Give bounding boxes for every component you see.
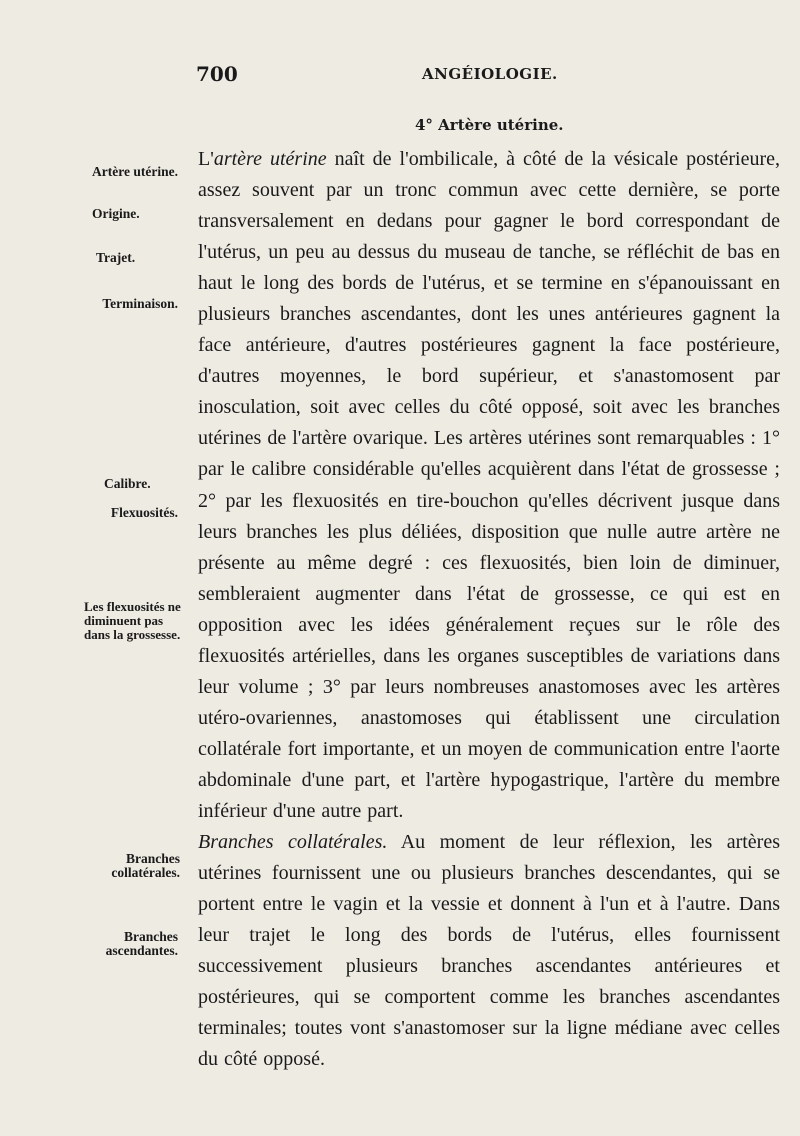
margin-note-trajet: Trajet. (96, 250, 136, 265)
paragraph-body: naît de l'ombilicale, à côté de la vésicale postérieure, assez souvent par un tronc commun avec cette dernière, se porte transversalement en dedans pour gagner le bord correspondant de l'utérus, un peu au dessus du museau de tanche, se réfléchit de bas en haut le long des bords de l'utérus, et se termine en s'épanouissant en plusieurs branches ascendantes, dont les unes antérieures gagnent la face antérieure, d'autres postérieures gagnent la face postérieure, d'autres moyennes, le bord supérieur, et s'anastomosent par inosculation, soit avec celles du côté opposé, soit avec les branches utérines de l'artère ovarique. Les artères utérines sont remarquables : 1° par le calibre considérable qu'elles acquièrent dans l'état de grossesse ; 2° par les flexuosités en tire-bouchon qu'elles décrivent jusque dans leurs branches les plus déliées, disposition que nulle autre artère ne présente au même degré : ces flexuosités, bien loin de diminuer, sembleraient augmenter dans l'état de grossesse, ce qui est en opposition avec les idées généralement reçues sur le rôle des flexuosités artérielles, dans les organes susceptibles de variations dans leur volume ; 3° par leurs nombreuses anastomoses avec les artères utéro-ovariennes, anastomoses qui établissent une circulation collatérale fort importante, et un moyen de communication entre l'aorte abdominale d'une part, et l'artère hypogastrique, l'artère du membre inférieur d'une autre part. (198, 148, 780, 822)
paragraph-artere-uterine (198, 144, 780, 827)
page-number: 700 (196, 62, 238, 86)
margin-note-artere-uterine: Artère utérine. (92, 164, 178, 179)
section-title: 4° Artère utérine. (415, 116, 564, 134)
margin-note-flexuosites-grossesse: Les flexuosités ne diminuent pas dans la grossesse. (84, 599, 181, 642)
margin-note-branches-collaterales: Branches collatérales. (111, 851, 180, 880)
body-text (198, 144, 780, 1075)
paragraph-lead: L' (198, 148, 214, 170)
margin-note-calibre: Calibre. (104, 476, 151, 491)
margin-note-branches-ascendantes: Branches ascendantes. (105, 929, 178, 958)
page-header (196, 62, 616, 92)
paragraph-lead-italic: artère utérine (213, 148, 327, 170)
running-head: ANGÉIOLOGIE. (422, 65, 558, 83)
margin-note-origine: Origine. (92, 206, 140, 221)
margin-note-terminaison: Terminaison. (102, 296, 178, 311)
paragraph-body: Au moment de leur réflexion, les artères utérines fournissent une ou plusieurs branches descendantes, qui se portent entre le vagin et la vessie et donnent à l'un et à l'autre. Dans leur trajet le long des bords de l'utérus, elles fournissent successivement plusieurs branches ascendantes antérieures et postérieures, qui se comportent comme les branches ascendantes terminales; toutes vont s'anastomoser sur la ligne médiane avec celles du côté opposé. (198, 831, 780, 1071)
paragraph-lead-italic: Branches collatérales. (198, 831, 388, 854)
paragraph-branches-collaterales (198, 827, 780, 1075)
margin-note-flexuosites: Flexuosités. (110, 505, 178, 520)
